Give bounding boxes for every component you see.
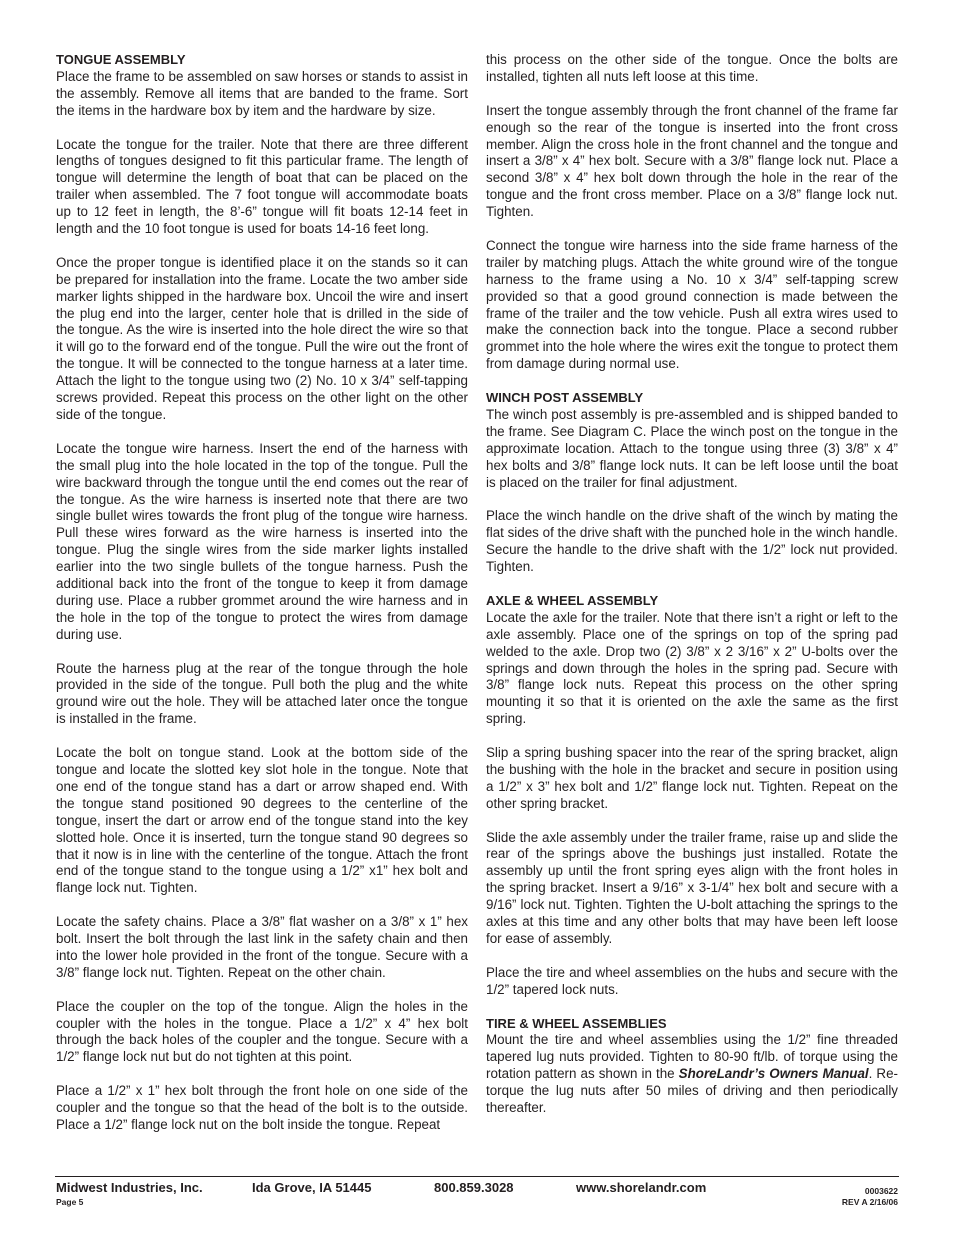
footer-location: Ida Grove, IA 51445 [252, 1180, 372, 1195]
paragraph [56, 1083, 468, 1134]
paragraph [56, 441, 468, 644]
footer-company: Midwest Industries, Inc. [56, 1180, 203, 1195]
paragraph-text: Place the winch handle on the drive shaft of the winch by mating the flat sides of the drive shaft with the punched hole in the winch handle. Secure the handle to the drive shaft with the 1/2” lock nut provided. Tighten. [486, 508, 898, 575]
footer-website: www.shorelandr.com [576, 1180, 707, 1195]
paragraph-text: Locate the axle for the trailer. Note that there isn’t a right or left to the axle assembly. Place one of the springs on top of the spring pad welded to the axle. Drop two (2) 3/8” x 2 3/16” x 2” U-bolts over the springs and down through the holes in the spring pad. Secure with 3/8” flange lock nuts. Repeat this process on the other spring mounting it so that it is oriented on the axle the same as the first spring. [486, 609, 898, 727]
footer-phone: 800.859.3028 [434, 1180, 514, 1195]
paragraph [486, 965, 898, 999]
section [486, 390, 898, 491]
right-column [486, 52, 898, 1117]
paragraph-text: this process on the other side of the tongue. Once the bolts are installed, tighten all nuts left loose at this time. [486, 52, 898, 84]
paragraph-text: Route the harness plug at the rear of the tongue through the hole provided in the side of the tongue. Pull both the plug and the white ground wire out the hole. They will be attached later once the tongue is installed in the frame. [56, 660, 468, 727]
paragraph-text: Locate the bolt on tongue stand. Look at the bottom side of the tongue and locate the slotted key slot hole in the tongue. Note that one end of the tongue stand has a dart or arrow shaped end. With the tongue stand positioned 90 degrees to the centerline of the tongue, insert the dart or arrow end of the tongue stand into the key slotted hole. Once it is inserted, turn the tongue stand 90 degrees so that it now is in line with the centerline of the tongue. Attach the front end of the tongue stand to the tongue using a 1/2” x1” hex bolt and flange lock nut. Tighten. [56, 745, 468, 896]
paragraph-text: Once the proper tongue is identified place it on the stands so it can be prepared for installation into the frame. Locate the two amber side marker lights shipped in the hardware box. Uncoil the wire and insert the plug end into the larger, center hole that is drilled in the side of the tongue. As the wire is inserted into the hole direct the wire so that it will go to the forward end of the tongue. Pull the wire out the front of the tongue. It will be connected to the tongue harness at a later time. Attach the light to the tongue using two (2) No. 10 x 3/4” self-tapping screws provided. Repeat this process on the other light on the other side of the tongue. [56, 254, 468, 422]
paragraph [486, 103, 898, 221]
section-heading: TIRE & WHEEL ASSEMBLIES [486, 1015, 667, 1031]
paragraph [486, 830, 898, 948]
paragraph-text: Place the coupler on the top of the tongue. Align the holes in the coupler with the holes in the tongue. Place a 1/2” x 4” hex bolt through the back holes of the coupler and the tongue. Secure with a 1/2” flange lock nut but do not tighten at this point. [56, 998, 468, 1065]
left-column [56, 52, 468, 1134]
paragraph [56, 999, 468, 1067]
paragraph-text: Slide the axle assembly under the trailer frame, raise up and slide the rear of the springs above the bushings just installed. Rotate the assembly up until the front spring eyes align with the front holes in the spring bracket. Insert a 9/16” x 3-1/4” hex bolt and secure with a 9/16” lock nut. Tighten. Tighten the U-bolt attaching the springs to the axles at this time and any other bolts that may have been left loose for ease of assembly. [486, 829, 898, 947]
footer-page-number: Page 5 [56, 1197, 84, 1207]
paragraph-text: Locate the safety chains. Place a 3/8” flat washer on a 3/8” x 1” hex bolt. Insert the bolt through the last link in the safety chain and then into the lower hole provided in the front of the tongue. Secure with a 3/8” flange lock nut. Tighten. Repeat on the other chain. [56, 914, 468, 980]
paragraph [486, 508, 898, 576]
text-run: . Re-torque the lug nuts after 50 miles of driving and then periodically thereafter. [486, 1066, 898, 1116]
paragraph [56, 661, 468, 729]
paragraph [56, 255, 468, 424]
footer-rule [55, 1176, 899, 1177]
paragraph-text: Locate the tongue wire harness. Insert the end of the harness with the small plug into the hole located in the top of the tongue. Pull the wire backward through the tongue until the end comes out the rear of the tongue. As the wire harness is inserted note that there are two single bullet wires towards the front plug of the tongue wire harness. Pull these wires forward as the wire harness is inserted into the tongue. Plug the single wires from the side marker lights installed earlier into the two single bullets of the tongue harness. Push the additional back into the front of the tongue to keep it from damage during use. Place a rubber grommet around the wire harness and in the hole in the top of the tongue to protect the wires from damage during use. [56, 440, 468, 642]
manual-title: ShoreLandr’s Owners Manual [678, 1066, 869, 1082]
section-heading: WINCH POST ASSEMBLY [486, 390, 644, 406]
paragraph-text: The winch post assembly is pre-assembled and is shipped banded to the frame. See Diagram C. Place the winch post on the tongue in the approximate location. Attach to the tongue using three (3) 3/8” x 4” hex bolts and 3/8” flange lock nuts. It can be left loose until the boat is placed on the trailer for final adjustment. [486, 406, 898, 490]
paragraph-text: Place the tire and wheel assemblies on the hubs and secure with the 1/2” tapered lock nuts. [486, 964, 898, 997]
tire-wheel-section [486, 1016, 898, 1117]
paragraph [486, 52, 898, 86]
paragraph-text [486, 1032, 898, 1117]
footer-doc-number: 0003622 [864, 1186, 898, 1196]
paragraph [56, 914, 468, 982]
section-heading: TONGUE ASSEMBLY [56, 52, 186, 67]
paragraph [486, 745, 898, 813]
section-heading: AXLE & WHEEL ASSEMBLY [486, 592, 659, 608]
paragraph-text: Locate the tongue for the trailer. Note that there are three different lengths of tongues designed to fit this particular frame. The length of tongue will determine the length of boat that can be placed on the trailer when assembled. The 7 foot tongue will accommodate boats up to 12 feet in length, the 8’-6” tongue will fit boats 12-14 feet in length and the 10 foot tongue is used for boats 14-16 feet long. [56, 136, 468, 237]
paragraph-text: Slip a spring bushing spacer into the rear of the spring bracket, align the bushing with the hole in the bracket and secure in position using a 1/2” x 3” hex bolt and 1/2” flange lock nut. Tighten. Repeat on the other spring bracket. [486, 745, 898, 811]
paragraph-text: Place a 1/2” x 1” hex bolt through the front hole on one side of the coupler and the tongue so that the head of the bolt is to the outside. Place a 1/2” flange lock nut on the bolt inside the tongue. Repeat [56, 1083, 468, 1132]
paragraph [56, 745, 468, 897]
paragraph-text: Insert the tongue assembly through the front channel of the frame far enough so the rear of the tongue is inserted into the front cross member. Align the cross hole in the front channel and the tongue and insert a 3/8” x 4” hex bolt. Secure with a 3/8” flange lock nut. Place a second 3/8” x 4” hex bolt down through the hole in the rear of the tongue and the front cross member. Place on a 3/8” flange lock nut. Tighten. [486, 102, 898, 220]
right-column-paragraphs [486, 52, 898, 999]
paragraph-text: Connect the tongue wire harness into the side frame harness of the trailer by matching plugs. Attach the white ground wire of the tongue harness to the frame using a No. 10 x 3/4” self-tapping screw provided so that a good ground connection is made between the frame of the trailer and the tow vehicle. Push all extra wires used to make the connection back into the tongue. Place a second rubber grommet into the hole where the wires exit the tongue to protect them from damage during normal use. [486, 237, 898, 372]
paragraph [56, 137, 468, 238]
text-run: Mount the tire and wheel assemblies using the 1/2” fine threaded tapered lug nuts provided. Tighten to 80-90 ft/lb. of torque using the rotation pattern as shown in the [486, 1032, 898, 1082]
paragraph-text: Place the frame to be assembled on saw horses or stands to assist in the assembly. Remove all items that are banded to the frame. Sort the items in the hardware box by item and the hardware by size. [56, 68, 468, 118]
footer-revision: REV A 2/16/06 [841, 1197, 898, 1207]
section [486, 593, 898, 728]
paragraph [486, 238, 898, 373]
section [56, 52, 468, 120]
